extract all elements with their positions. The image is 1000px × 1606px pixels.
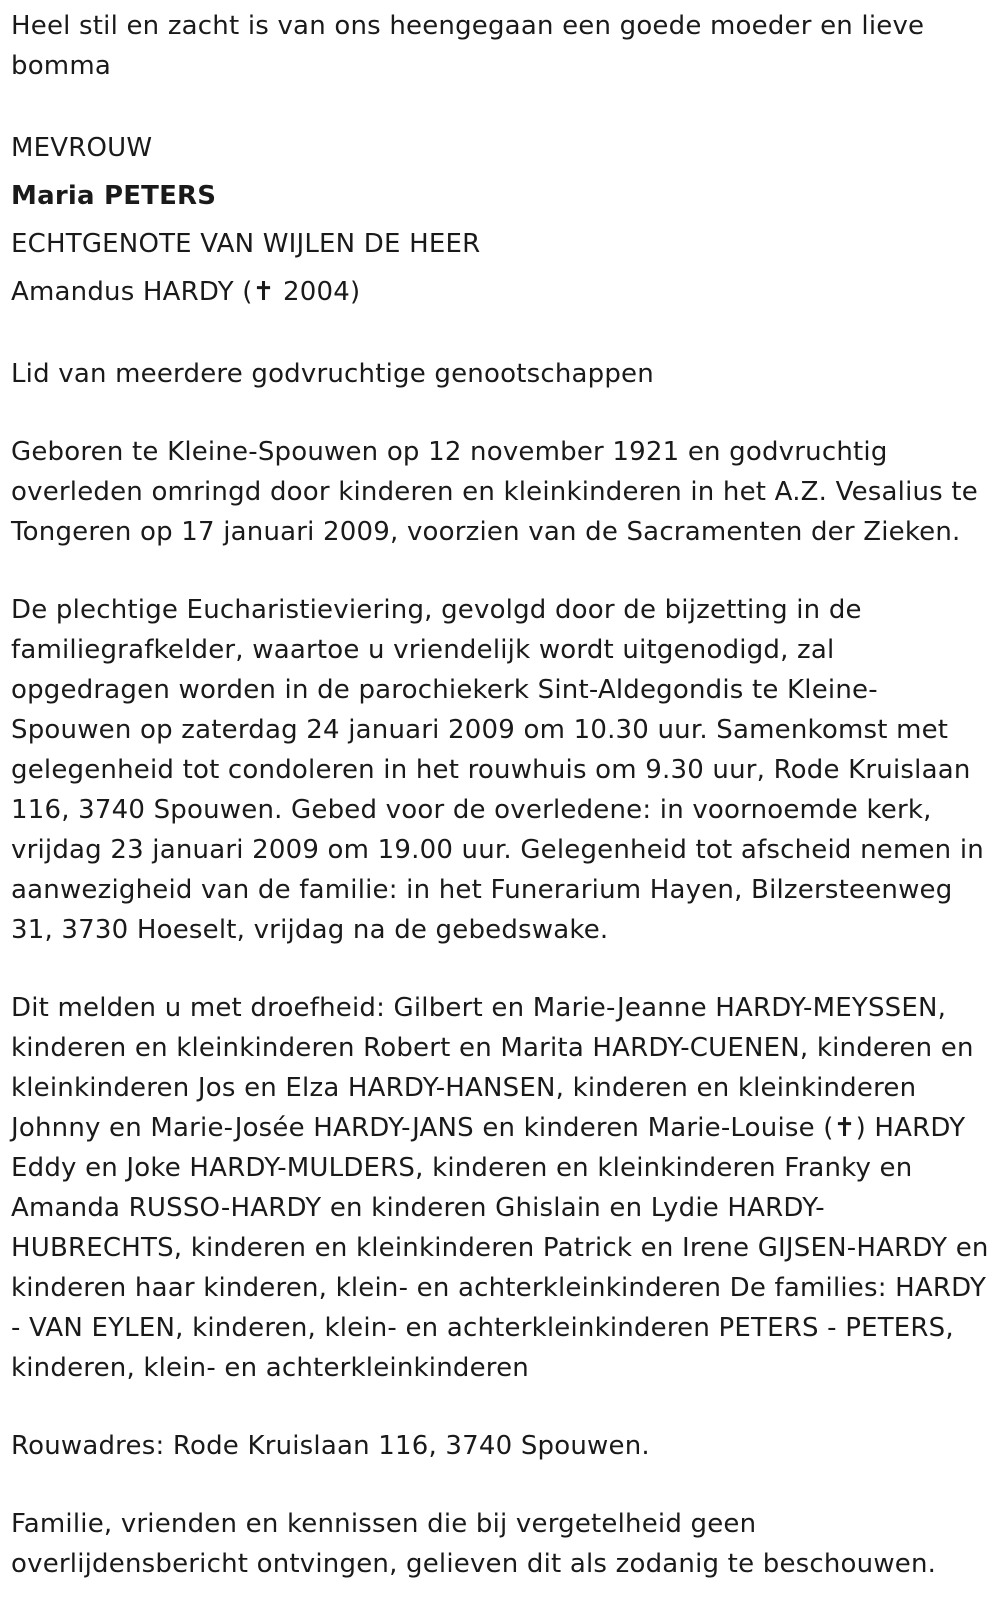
birth-death-text: Geboren te Kleine-Spouwen op 12 november 1921 en godvruchtig overleden omringd door kinderen en kleinkinderen in het A.Z. Vesalius te Tongeren op 17 januari 2009, voorzien van de Sacramenten der Zieken. [11,437,978,547]
relation-text: ECHTGENOTE VAN WIJLEN DE HEER [11,229,481,259]
intro-text: Heel stil en zacht is van ons heengegaan een goede moeder en lieve bomma [11,11,925,81]
mourning-address: Rouwadres: Rode Kruislaan 116, 3740 Spouwen. [11,1431,650,1461]
membership-text: Lid van meerdere godvruchtige genootschappen [11,359,654,389]
ceremony-text: De plechtige Eucharistieviering, gevolgd door de bijzetting in de familiegrafkelder, waartoe u vriendelijk wordt uitgenodigd, zal opgedragen worden in de parochiekerk Sint-Aldegondis te Kleine-Spouwen op zaterdag 24 januari 2009 om 10.30 uur. Samenkomst met gelegenheid tot condoleren in het rouwhuis om 9.30 uur, Rode Kruislaan 116, 3740 Spouwen. Gebed voor de overledene: in voornoemde kerk, vrijdag 23 januari 2009 om 19.00 uur. Gelegenheid tot afscheid nemen in aanwezigheid van de familie: in het Funerarium Hayen, Bilzersteenweg 31, 3730 Hoeselt, vrijdag na de gebedswake. [11,595,984,945]
family-text: Dit melden u met droefheid: Gilbert en Marie-Jeanne HARDY-MEYSSEN, kinderen en kleinkinderen Robert en Marita HARDY-CUENEN, kinderen en kleinkinderen Jos en Elza HARDY-HANSEN, kinderen en kleinkinderen Johnny en Marie-Josée HARDY-JANS en kinderen Marie-Louise (✝) HARDY Eddy en Joke HARDY-MULDERS, kinderen en kleinkinderen Franky en Amanda RUSSO-HARDY en kinderen Ghislain en Lydie HARDY-HUBRECHTS, kinderen en kleinkinderen Patrick en Irene GIJSEN-HARDY en kinderen haar kinderen, klein- en achterkleinkinderen De families: HARDY - VAN EYLEN, kinderen, klein- en achterkleinkinderen PETERS - PETERS, kinderen, klein- en achterkleinkinderen [11,993,989,1383]
spouse-name: Amandus HARDY (✝ 2004) [11,277,361,307]
honorific: MEVROUW [11,133,153,163]
closing-text: Familie, vrienden en kennissen die bij vergetelheid geen overlijdensbericht ontvingen, gelieven dit als zodanig te beschouwen. [11,1509,937,1579]
deceased-name: Maria PETERS [11,181,217,211]
death-notice [11,6,991,1584]
